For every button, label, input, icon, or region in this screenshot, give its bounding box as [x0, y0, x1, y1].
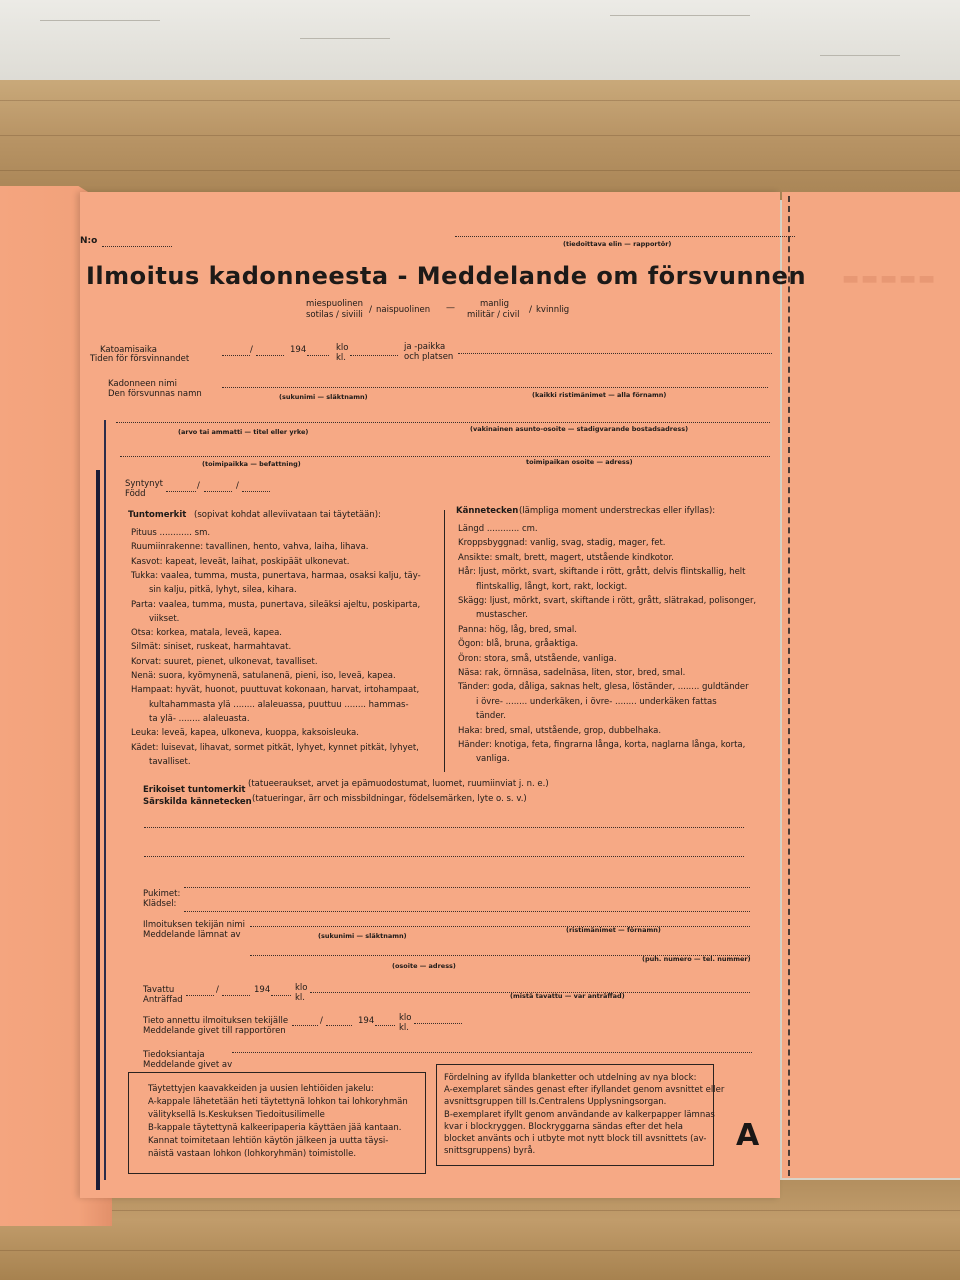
fi-feature-line: Leuka: leveä, kapea, ulkoneva, kuoppa, kaksoisleuka. [131, 728, 359, 739]
name-field[interactable] [222, 387, 768, 388]
gender-miespuolinen: miespuolinen [306, 299, 364, 309]
kl-label: kl. [295, 993, 305, 1003]
birth-month-field[interactable] [204, 491, 232, 492]
reporter-name-label-fi: Ilmoituksen tekijän nimi [143, 920, 245, 930]
sv-feature-line: mustascher. [476, 610, 528, 621]
clothing-label-sv: Klädsel: [143, 899, 177, 909]
special-marks-line-1[interactable] [144, 827, 744, 828]
date-slash: / [320, 1016, 323, 1026]
distribution-fi-line: Täytettyjen kaavakkeiden ja uusien lehtiöiden jakelu: [148, 1084, 374, 1094]
sv-features-heading: Kännetecken [456, 506, 519, 516]
birth-year-field[interactable] [242, 491, 270, 492]
found-label-fi: Tavattu [143, 985, 175, 995]
name-label-fi: Kadonneen nimi [108, 379, 177, 389]
fi-feature-line: Silmät: siniset, ruskeat, harmahtavat. [131, 642, 292, 653]
kl-label: kl. [336, 353, 346, 363]
sv-feature-line: flintskallig, långt, kort, rakt, lockigt. [476, 581, 628, 592]
distribution-fi-line: Kannat toimitetaan lehtiön käytön jälkeen ja uutta täysi- [148, 1136, 389, 1146]
reporter-name-field[interactable] [250, 926, 750, 927]
date-slash: / [216, 985, 219, 995]
perforated-stub [782, 192, 960, 1178]
info-year-field[interactable] [375, 1025, 395, 1026]
phone-caption: (puh. numero — tel. nummer) [642, 955, 751, 963]
sv-feature-line: Längd ............ cm. [458, 524, 538, 534]
fi-feature-line: Kasvot: kapeat, leveät, laihat, poskipäät ulkonevat. [131, 556, 350, 567]
concrete-wall [0, 0, 960, 90]
info-given-label-fi: Tieto annettu ilmoituksen tekijälle [143, 1016, 289, 1026]
fi-feature-line: Otsa: korkea, matala, leveä, kapea. [131, 628, 282, 639]
distribution-sv-line: Fördelning av ifyllda blanketter och utdelning av nya block: [444, 1073, 697, 1083]
sv-feature-line: Öron: stora, små, utstående, vanliga. [458, 653, 617, 664]
found-month-field[interactable] [222, 995, 250, 996]
found-year-field[interactable] [271, 995, 291, 996]
info-month-field[interactable] [326, 1025, 352, 1026]
fi-feature-line: Nenä: suora, kyömynenä, satulanenä, pieni, iso, leveä, kapea. [131, 671, 396, 681]
no-field[interactable] [102, 246, 172, 247]
sv-feature-line: Kroppsbyggnad: vanlig, svag, stadig, mager, fet. [458, 538, 666, 549]
workplace-field[interactable] [120, 456, 770, 457]
no-label: N:o [80, 236, 98, 246]
fi-feature-line: Ruumiinrakenne: tavallinen, hento, vahva, laiha, lihava. [131, 542, 369, 553]
sv-feature-line: tänder. [476, 711, 506, 722]
born-label-fi: Syntynyt [125, 479, 163, 489]
kl-label: kl. [399, 1023, 409, 1033]
klo-label: klo [336, 343, 349, 353]
date-slash: / [197, 481, 200, 491]
sv-feature-line: Ansikte: smalt, brett, magert, utstående kindkotor. [458, 552, 674, 563]
gender-kvinnlig: kvinnlig [536, 305, 570, 315]
time-label-sv: Tiden för försvinnandet [90, 354, 190, 364]
special-marks-heading-fi: Erikoiset tuntomerkit [143, 785, 246, 795]
fi-feature-line: Kädet: luisevat, lihavat, sormet pitkät, lyhyet, kynnet pitkät, lyhyet, [131, 742, 419, 753]
informant-label-fi: Tiedoksiantaja [143, 1050, 205, 1060]
fi-feature-line: Parta: vaalea, tumma, musta, punertava, sileäksi ajeltu, poskiparta, [131, 599, 421, 610]
found-label-sv: Anträffad [143, 995, 183, 1005]
informant-label-sv: Meddelande givet av [143, 1060, 233, 1070]
sv-feature-line: Haka: bred, smal, utstående, grop, dubbelhaka. [458, 725, 662, 736]
fi-feature-line: Korvat: suuret, pienet, ulkonevat, tavalliset. [131, 656, 318, 667]
hour-field[interactable] [350, 355, 398, 356]
copy-letter: A [736, 1118, 760, 1153]
klo-label: klo [295, 983, 308, 993]
born-label-sv: Född [125, 489, 146, 499]
name-label-sv: Den försvunnas namn [108, 389, 202, 399]
form-title: Ilmoitus kadonneesta - Meddelande om försvunnen [86, 262, 807, 290]
binding-strip-inner [104, 420, 106, 1180]
fi-feature-line: Pituus ............ sm. [131, 528, 211, 538]
fi-feature-line: ta ylä- ........ alaleuasta. [149, 713, 250, 724]
fi-features-heading: Tuntomerkit [128, 510, 187, 520]
fi-feature-line: viikset. [149, 613, 180, 624]
sv-feature-line: i övre- ........ underkäken, i övre- ........ underkäken fattas [476, 696, 717, 707]
reporter-name-label-sv: Meddelande lämnat av [143, 930, 241, 940]
clothing-field[interactable] [184, 887, 750, 888]
distribution-fi-line: näistä vastaan lohkon (lohkoryhmän) toimistolle. [148, 1149, 357, 1159]
sv-feature-line: Näsa: rak, örnnäsa, sadelnäsa, liten, stor, bred, smal. [458, 668, 686, 678]
clothing-label-fi: Pukimet: [143, 889, 181, 899]
fi-feature-line: tavalliset. [149, 756, 191, 767]
title-caption: (arvo tai ammatti — titel eller yrke) [178, 428, 309, 436]
klo-label: klo [399, 1013, 412, 1023]
place-label-sv: och platsen [404, 352, 454, 362]
sv-features-instruction: (lämpliga moment understreckas eller ifyllas): [519, 506, 716, 516]
binding-strip [96, 470, 100, 1190]
distribution-sv-line: blocket använts och i utbyte mot nytt block till avsnittets (av- [444, 1134, 707, 1144]
month-field[interactable] [256, 355, 284, 356]
gender-militar: militär / civil [467, 310, 520, 320]
day-field[interactable] [222, 355, 250, 356]
distribution-sv-line: snittsgruppens) byrå. [444, 1146, 536, 1157]
stub-ghost-print: ▬▬▬▬▬ [842, 268, 938, 289]
reporter-field[interactable] [455, 236, 795, 237]
special-marks-heading-sv: Särskilda kännetecken [143, 797, 252, 807]
special-marks-line-2[interactable] [144, 856, 744, 857]
reporter-forenames-caption: (ristimänimet — förnamn) [566, 926, 661, 934]
column-divider [444, 510, 445, 772]
sv-feature-line: Händer: knotiga, feta, fingrarna långa, korta, naglarna långa, korta, [458, 740, 746, 750]
address-caption: (vakinainen asunto-osoite — stadigvarande bostadsadress) [470, 425, 689, 433]
distribution-fi-line: A-kappale lähetetään heti täytettynä lohkon tai lohkoryhmän [148, 1097, 408, 1107]
reporter-caption: (tiedoittava elin — rapportör) [563, 240, 672, 248]
forenames-caption: (kaikki ristimänimet — alla förnamn) [532, 391, 667, 399]
date-slash: / [250, 345, 253, 355]
clothing-field-2[interactable] [184, 911, 750, 912]
perforation-line [788, 196, 790, 1176]
fi-features-instruction: (sopivat kohdat alleviivataan tai täytetään): [194, 510, 381, 520]
distribution-fi-line: välityksellä Is.Keskuksen Tiedoitusilimelle [148, 1110, 325, 1120]
birth-day-field[interactable] [166, 491, 196, 492]
distribution-sv-line: A-exemplaret sändes genast efter ifyllandet genom avsnittet eller [444, 1085, 725, 1096]
sv-feature-line: vanliga. [476, 754, 510, 765]
sv-feature-line: Skägg: ljust, mörkt, svart, skiftande i rött, grått, slätrakad, polisonger, [458, 596, 757, 606]
separator: / [529, 305, 533, 315]
title-address-field[interactable] [116, 422, 770, 423]
workplace-address-caption: toimipaikan osoite — adress) [526, 458, 633, 466]
place-label-fi: ja -paikka [404, 342, 446, 352]
place-field[interactable] [458, 353, 772, 354]
workplace-caption: (toimipaikka — befattning) [202, 460, 301, 468]
wooden-board-top [0, 80, 960, 200]
fi-feature-line: Tukka: vaalea, tumma, musta, punertava, harmaa, osaksi kalju, täy- [131, 570, 421, 581]
gender-naispuolinen: naispuolinen [376, 305, 431, 315]
year-prefix: 194 [254, 985, 271, 995]
surname-caption: (sukunimi — släktnamn) [279, 393, 368, 401]
sv-feature-line: Panna: hög, låg, bred, smal. [458, 624, 577, 635]
info-given-label-sv: Meddelande givet till rapportören [143, 1026, 286, 1036]
found-place-caption: (mistä tavattu — var anträffad) [510, 992, 625, 1000]
info-hour-field[interactable] [414, 1023, 462, 1024]
reporter-surname-caption: (sukunimi — släktnamn) [318, 932, 407, 940]
separator: — [446, 303, 455, 313]
sv-feature-line: Hår: ljust, mörkt, svart, skiftande i rött, grått, delvis flintskallig, helt [458, 567, 746, 578]
info-day-field[interactable] [292, 1025, 318, 1026]
sv-feature-line: Tänder: goda, dåliga, saknas helt, glesa, löständer, ........ guldtänder [458, 682, 749, 693]
date-slash: / [236, 481, 239, 491]
year-prefix: 194 [358, 1016, 375, 1026]
distribution-fi-line: B-kappale täytettynä kalkeeripaperia käyttäen jää kantaan. [148, 1123, 402, 1133]
fi-feature-line: kultahammasta ylä ........ alaleuassa, puuttuu ........ hammas- [149, 699, 409, 710]
year-field[interactable] [307, 355, 329, 356]
distribution-sv-line: avsnittsgruppen till Is.Centralens Upplysningsorgan. [444, 1097, 667, 1108]
special-marks-sub-fi: (tatueeraukset, arvet ja epämuodostumat, luomet, ruumiinviat j. n. e.) [248, 779, 549, 789]
gender-sotilas: sotilas / siviili [306, 310, 363, 320]
address-caption-2: (osoite — adress) [392, 962, 456, 970]
year-prefix: 194 [290, 345, 307, 355]
fi-feature-line: Hampaat: hyvät, huonot, puuttuvat kokonaan, harvat, irtohampaat, [131, 685, 420, 696]
special-marks-sub-sv: (tatueringar, ärr och missbildningar, födelsemärken, lyte o. s. v.) [252, 794, 527, 804]
fi-feature-line: sin kalju, pitkä, lyhyt, silea, kihara. [149, 585, 297, 596]
time-label-fi: Katoamisaika [100, 345, 157, 355]
sv-feature-line: Ögon: blå, bruna, gråaktiga. [458, 639, 579, 650]
distribution-sv-line: B-exemplaret ifyllt genom användande av kalkerpapper lämnas [444, 1109, 715, 1120]
informant-field[interactable] [232, 1052, 752, 1053]
gender-manlig: manlig [480, 299, 509, 309]
separator: / [369, 305, 373, 315]
distribution-sv-line: kvar i blockryggen. Blockryggarna sändas efter det hela [444, 1121, 683, 1132]
found-day-field[interactable] [186, 995, 214, 996]
